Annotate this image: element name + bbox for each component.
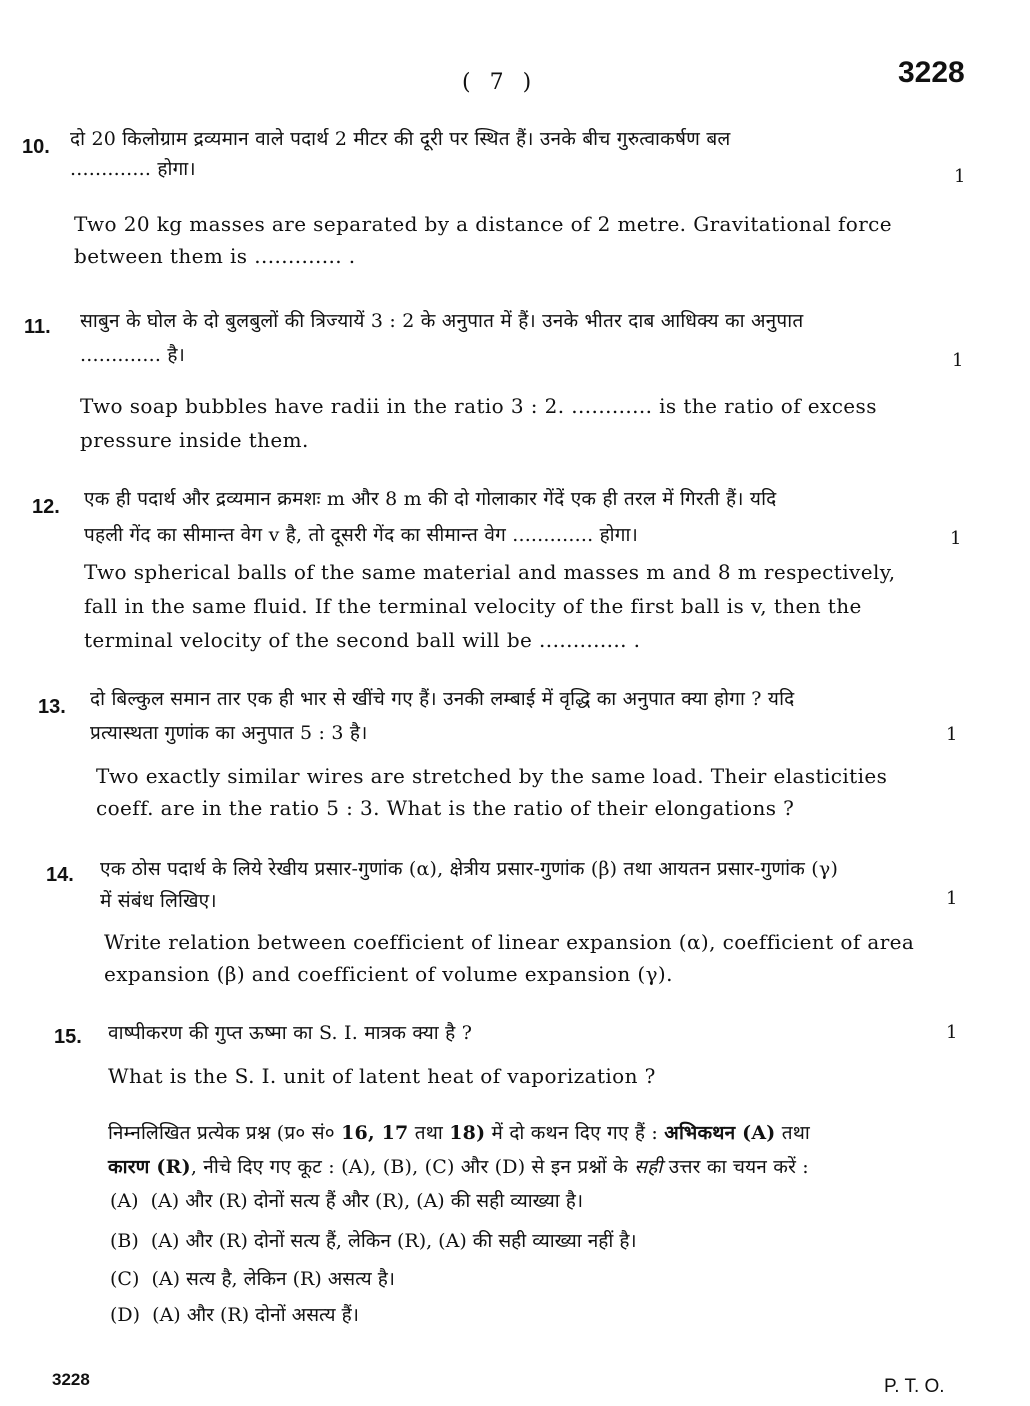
option-b — [110, 1226, 637, 1256]
instruction-question-number: 18) — [449, 1122, 486, 1144]
please-turn-over: P. T. O. — [884, 1376, 945, 1397]
question-hindi-line: एक ही पदार्थ और द्रव्यमान क्रमशः m और 8 m की दो गोलाकार गेंदें एक ही तरल में गिरती हैं। यदि — [84, 488, 777, 510]
page-number: ( 7 ) — [462, 70, 538, 95]
option-text: (A) और (R) दोनों असत्य हैं। — [152, 1304, 359, 1326]
option-label: (B) — [110, 1230, 139, 1252]
question-10 — [22, 124, 982, 274]
option-label: (D) — [110, 1304, 141, 1326]
option-text: (A) सत्य है, लेकिन (R) असत्य है। — [151, 1268, 396, 1290]
question-english-line: What is the S. I. unit of latent heat of vaporization ? — [108, 1064, 656, 1088]
question-number: 11. — [24, 316, 51, 338]
question-english-line: Write relation between coefficient of linear expansion (α), coefficient of area — [104, 930, 915, 954]
instruction-text: में दो कथन दिए गए हैं : — [491, 1122, 659, 1144]
instruction-text: , नीचे दिए गए कूट : (A), (B), (C) और (D) से इन प्रश्नों के — [190, 1156, 628, 1178]
instruction-text: उत्तर का चयन करें : — [668, 1156, 809, 1178]
instruction-text: तथा — [781, 1122, 811, 1144]
question-english-line: expansion (β) and coefficient of volume expansion (γ). — [104, 962, 673, 986]
question-number: 13. — [38, 696, 66, 718]
question-number: 10. — [22, 136, 50, 158]
question-hindi-line: साबुन के घोल के दो बुलबुलों की त्रिज्यायें 3 : 2 के अनुपात में हैं। उनके भीतर दाब आधिक्य का अनुपात — [80, 310, 804, 332]
option-text: (A) और (R) दोनों सत्य हैं और (R), (A) की सही व्याख्या है। — [150, 1190, 584, 1212]
question-hindi-line: ............. है। — [80, 344, 186, 366]
question-marks: 1 — [954, 166, 966, 187]
assertion-reason-instruction-line2 — [108, 1152, 968, 1182]
question-15 — [54, 1018, 994, 1098]
question-english-line: Two soap bubbles have radii in the ratio 3 : 2. ............ is the ratio of excess — [80, 394, 877, 418]
question-number: 15. — [54, 1026, 82, 1048]
option-label: (A) — [110, 1190, 139, 1212]
question-marks: 1 — [946, 724, 958, 745]
question-english-line: Two exactly similar wires are stretched by the same load. Their elasticities — [96, 764, 888, 788]
question-number: 14. — [46, 864, 74, 886]
question-hindi-line: प्रत्यास्थता गुणांक का अनुपात 5 : 3 है। — [90, 722, 368, 744]
question-english-line: pressure inside them. — [80, 428, 309, 452]
question-13 — [38, 684, 998, 834]
question-11 — [24, 306, 984, 456]
instruction-text: तथा — [414, 1122, 443, 1144]
question-hindi-line: दो बिल्कुल समान तार एक ही भार से खींचे गए हैं। उनकी लम्बाई में वृद्धि का अनुपात क्या होगा ? यदि — [90, 688, 795, 710]
option-text: (A) और (R) दोनों सत्य हैं, लेकिन (R), (A) की सही व्याख्या नहीं है। — [150, 1230, 637, 1252]
question-12 — [32, 484, 992, 654]
instruction-assertion-label: अभिकथन (A) — [664, 1122, 776, 1144]
option-c — [110, 1264, 395, 1294]
question-hindi-line: ............. होगा। — [70, 158, 196, 180]
question-english-line: fall in the same fluid. If the terminal velocity of the first ball is v, then the — [84, 594, 862, 618]
option-d — [110, 1300, 359, 1330]
question-hindi-line: पहली गेंद का सीमान्त वेग v है, तो दूसरी गेंद का सीमान्त वेग ............. होगा। — [84, 524, 639, 546]
footer-paper-code: 3228 — [52, 1370, 90, 1389]
question-english-line: terminal velocity of the second ball will be ............. . — [84, 628, 641, 652]
question-english-line: between them is ............. . — [74, 244, 356, 268]
question-marks: 1 — [950, 528, 962, 549]
option-label: (C) — [110, 1268, 140, 1290]
question-english-line: coeff. are in the ratio 5 : 3. What is the ratio of their elongations ? — [96, 796, 795, 820]
question-english-line: Two spherical balls of the same material and masses m and 8 m respectively, — [84, 560, 896, 584]
question-hindi-line: वाष्पीकरण की गुप्त ऊष्मा का S. I. मात्रक क्या है ? — [108, 1022, 473, 1044]
question-hindi-line: एक ठोस पदार्थ के लिये रेखीय प्रसार-गुणांक (α), क्षेत्रीय प्रसार-गुणांक (β) तथा आयतन प्रसार-गुणांक (γ) — [100, 858, 839, 880]
question-14 — [46, 854, 1006, 1004]
question-marks: 1 — [952, 350, 964, 371]
question-marks: 1 — [946, 1022, 958, 1043]
assertion-reason-instruction — [108, 1118, 968, 1148]
question-marks: 1 — [946, 888, 958, 909]
instruction-reason-label: कारण (R) — [108, 1156, 191, 1178]
question-english-line: Two 20 kg masses are separated by a distance of 2 metre. Gravitational force — [74, 212, 892, 236]
option-a — [110, 1186, 583, 1216]
question-hindi-line: दो 20 किलोग्राम द्रव्यमान वाले पदार्थ 2 मीटर की दूरी पर स्थित हैं। उनके बीच गुरुत्वाकर्षण बल — [70, 128, 731, 150]
question-hindi-line: में संबंध लिखिए। — [100, 890, 217, 912]
instruction-question-numbers: 16, 17 — [341, 1122, 409, 1144]
instruction-emphasis: सही — [634, 1156, 663, 1178]
paper-code: 3228 — [898, 56, 965, 89]
instruction-text: निम्नलिखित प्रत्येक प्रश्न (प्र० सं० — [108, 1122, 335, 1144]
question-number: 12. — [32, 496, 60, 518]
